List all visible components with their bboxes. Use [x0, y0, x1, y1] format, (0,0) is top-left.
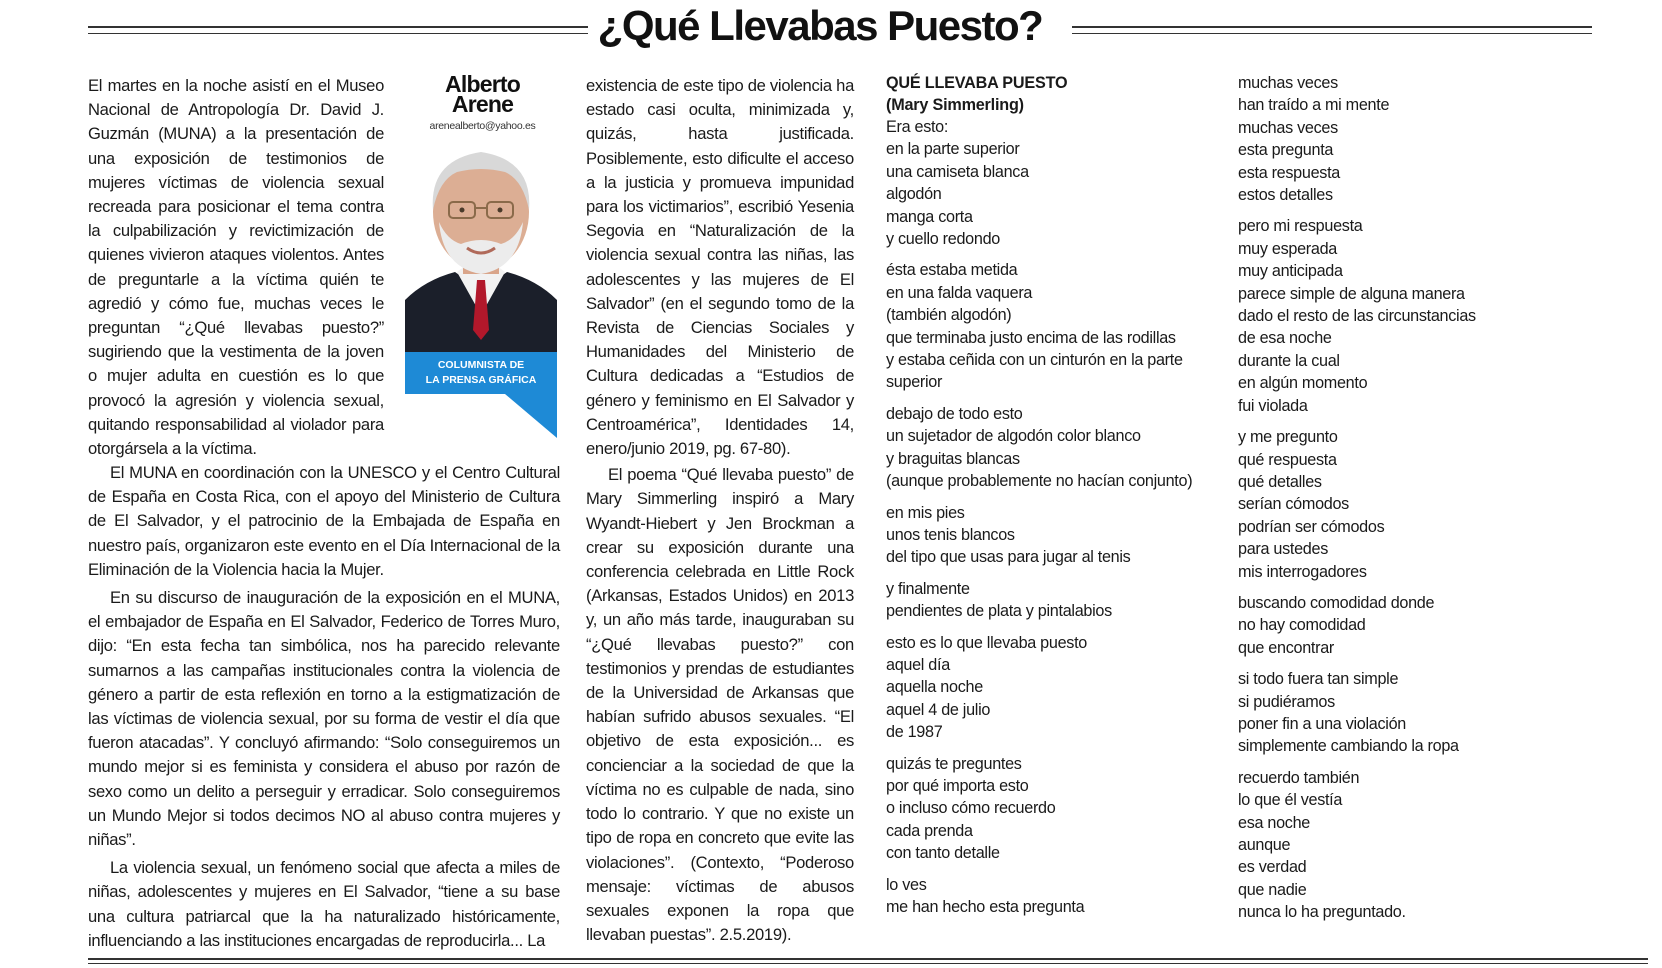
poem-line: (aunque probablemente no hacían conjunto) [886, 472, 1193, 491]
page-title: ¿Qué Llevabas Puesto? [597, 2, 1043, 49]
poem-line: pero mi respuesta [1238, 217, 1363, 236]
article-paragraph: existencia de este tipo de violencia ha estado casi oculta, minimizada y, quizás, hasta justificada. Posiblemente, esto dificulte el acceso a la justicia y promueva impunidad para los victimarios”, escribió Yesenia Segovia en “Naturalización de la violencia sexual contra las niñas, las adolescentes y las mujeres de El Salvador” (en el segundo tomo de la Revista de Ciencias Sociales y Humanidades del Ministerio de Cultura dedicadas a “Estudios de género y feminismo en El Salvador y Centroamérica”, Identidades 14, enero/junio 2019, pg. 67-80). [586, 76, 854, 459]
poem-line: Era esto: [886, 118, 949, 136]
poem-line: de esa noche [1238, 329, 1332, 348]
poem-line: (también algodón) [886, 306, 1012, 325]
poem-line: y braguitas blancas [886, 449, 1020, 468]
poem-line: en la parte superior [886, 140, 1020, 159]
poem-line: poner fin a una violación [1238, 714, 1406, 733]
author-email: arenealberto@yahoo.es [429, 120, 536, 132]
poem-line: parece simple de alguna manera [1238, 284, 1465, 303]
poem-line: mis interrogadores [1238, 562, 1367, 581]
poem-stanzas-b [1238, 72, 1538, 924]
poem-line: es verdad [1238, 858, 1307, 877]
poem-stanza [1238, 72, 1538, 206]
bottom-rule [88, 958, 1648, 964]
poem-stanza [886, 874, 1216, 919]
article-column-1 [88, 74, 384, 461]
badge-tail [505, 394, 557, 438]
poem-line: serían cómodos [1238, 495, 1349, 514]
poem-line: una camiseta blanca [886, 162, 1029, 181]
poem-line: o incluso cómo recuerdo [886, 799, 1056, 818]
title-rule-right [1072, 26, 1592, 34]
poem-line: unos tenis blancos [886, 525, 1015, 544]
poem-line: me han hecho esta pregunta [886, 898, 1085, 916]
poem-column-a [886, 72, 1216, 927]
poem-author: (Mary Simmerling) [886, 96, 1024, 114]
poem-line: esa noche [1238, 813, 1311, 832]
poem-line: ésta estaba metida [886, 261, 1018, 280]
poem-stanza [886, 116, 1216, 250]
poem-stanza [886, 403, 1216, 493]
poem-line: de 1987 [886, 723, 943, 742]
author-box [405, 71, 560, 438]
poem-line: aquella noche [886, 678, 983, 697]
poem-line: qué detalles [1238, 472, 1322, 491]
poem-line: debajo de todo esto [886, 404, 1023, 423]
poem-line: muchas veces [1238, 74, 1338, 92]
poem-stanza [1238, 592, 1538, 659]
poem-line: esto es lo que llevaba puesto [886, 633, 1087, 652]
poem-line: si todo fuera tan simple [1238, 670, 1399, 689]
poem-line: fui violada [1238, 396, 1308, 415]
article-paragraph: El martes en la noche asistí en el Museo Nacional de Antropología Dr. David J. Guzmán (MUNA) a la presentación de una exposición de testimonios de mujeres víctimas de violencia sexual recreada para posicionar el tema contra la culpabilización y revictimización de quienes vivieron ataques violentos. Antes de preguntarle a la víctima quién te agredió y cómo fue, muchas veces le preguntan “¿Qué llevabas puesto?” sugiriendo que la vestimenta de la joven o mujer adulta en cuestión es lo que provocó la agresión y violencia sexual, quitando responsabilidad al violador para otorgársela a la víctima. [88, 76, 384, 459]
poem-line: no hay comodidad [1238, 616, 1366, 635]
poem-line: pendientes de plata y pintalabios [886, 602, 1112, 621]
article-column-2 [586, 74, 854, 947]
columnist-badge [405, 352, 557, 394]
poem-line: muy anticipada [1238, 262, 1343, 281]
poem-line: lo ves [886, 875, 927, 894]
poem-line: esta pregunta [1238, 141, 1334, 160]
poem-stanza [1238, 668, 1538, 758]
poem-line: muy esperada [1238, 239, 1337, 258]
poem-line: si pudiéramos [1238, 692, 1335, 711]
poem-line: durante la cual [1238, 351, 1340, 370]
poem-stanza [1238, 426, 1538, 583]
poem-line: qué respuesta [1238, 450, 1337, 469]
poem-line: y finalmente [886, 579, 970, 598]
poem-line: y estaba ceñida con un cinturón en la parte superior [886, 351, 1183, 392]
poem-line: por qué importa esto [886, 776, 1029, 795]
poem-line: cada prenda [886, 821, 973, 840]
poem-line: y cuello redondo [886, 230, 1000, 249]
poem-stanza [886, 502, 1216, 569]
poem-line: aunque [1238, 836, 1291, 854]
author-last-name: Arene [451, 91, 514, 117]
poem-line: un sujetador de algodón color blanco [886, 427, 1141, 446]
badge-line-1: COLUMNISTA DE [437, 359, 525, 371]
title-rule-left [88, 26, 588, 34]
poem-line: en algún momento [1238, 374, 1368, 393]
poem-line: aquel 4 de julio [886, 700, 991, 719]
poem-line: nunca lo ha preguntado. [1238, 903, 1406, 922]
article-paragraph: El MUNA en coordinación con la UNESCO y el Centro Cultural de España en Costa Rica, con el apoyo del Ministerio de Cultura de El Salvador, y el patrocinio de la Embajada de España en nuestro país, organizaron este evento en el Día Internacional de la Eliminación de la Violencia hacia la Mujer. [88, 463, 560, 579]
poem-column-b [1238, 72, 1538, 933]
badge-line-2: LA PRENSA GRÁFICA [425, 374, 537, 386]
author-portrait [405, 140, 557, 352]
poem-line: dado el resto de las circunstancias [1238, 307, 1476, 326]
author-photo-illustration [405, 140, 557, 352]
poem-line: podrían ser cómodos [1238, 517, 1385, 536]
poem-stanza [886, 578, 1216, 623]
poem-line: en una falda vaquera [886, 283, 1033, 302]
author-name [405, 71, 560, 117]
poem-line: algodón [886, 185, 942, 204]
poem-line: lo que él vestía [1238, 791, 1343, 810]
poem-line: buscando comodidad donde [1238, 593, 1435, 612]
poem-line: quizás te preguntes [886, 754, 1022, 773]
poem-line: para ustedes [1238, 540, 1328, 559]
poem-line: estos detalles [1238, 186, 1333, 205]
poem-stanza [886, 632, 1216, 744]
poem-stanza [1238, 767, 1538, 924]
poem-stanzas-a [886, 116, 1216, 918]
poem-line: han traído a mi mente [1238, 96, 1390, 115]
article-paragraph: La violencia sexual, un fenómeno social que afecta a miles de niñas, adolescentes y mujeres en El Salvador, “tiene a su base una cultura patriarcal que la ha naturalizado históricamente, influenciando a las instituciones encargadas de reproducirla... La [88, 858, 560, 950]
poem-line: en mis pies [886, 503, 965, 522]
poem-line: esta respuesta [1238, 163, 1340, 182]
article-paragraph: El poema “Qué llevaba puesto” de Mary Simmerling inspiró a Mary Wyandt-Hiebert y Jen Brockman a crear su exposición durante una conferencia celebrada en Little Rock (Arkansas, Estados Unidos) en 2013 y, un año más tarde, inauguraban su “¿Qué llevabas puesto?” con testimonios y prendas de estudiantes de la Universidad de Arkansas que habían sufrido abusos sexuales. “El objetivo de esta exposición... es concienciar a la sociedad de que la víctima no es culpable de nada, sino todo lo contrario. Y que no existe un tipo de ropa en concreto que evite las violaciones”. (Contexto, “Poderoso mensaje: víctimas de abusos sexuales exponen la ropa que llevaban puestas”. 2.5.2019). [586, 465, 854, 945]
poem-line: simplemente cambiando la ropa [1238, 737, 1459, 756]
poem-stanza [886, 259, 1216, 393]
poem-line: manga corta [886, 207, 973, 226]
poem-line: que terminaba justo encima de las rodillas [886, 328, 1176, 347]
poem-line: aquel día [886, 655, 950, 674]
article-paragraph: En su discurso de inauguración de la exposición en el MUNA, el embajador de España en El Salvador, Federico de Torres Muro, dijo: “En esta fecha tan simbólica, nos ha parecido relevante sumarnos a las campañas institucionales contra la violencia de género a partir de esta reflexión en torno a la estigmatización de las víctimas de violencia sexual, por su forma de vestir el día que fueron atacadas”. Y concluyó afirmando: “Solo conseguiremos un mundo mejor si es feminista y considera el abuso por razón de sexo como un delito a perseguir y erradicar. Solo conseguiremos un Mundo Mejor si todos decimos NO al abuso contra mujeres y niñas”. [88, 588, 560, 850]
poem-title: QUÉ LLEVABA PUESTO [886, 74, 1068, 92]
poem-line: muchas veces [1238, 118, 1338, 137]
poem-line: con tanto detalle [886, 844, 1000, 863]
article-column-1-full [88, 461, 560, 953]
poem-line: recuerdo también [1238, 768, 1360, 787]
author-first-name: Alberto [445, 71, 520, 97]
poem-line: que nadie [1238, 880, 1307, 899]
poem-stanza [1238, 215, 1538, 417]
poem-line: y me pregunto [1238, 428, 1338, 447]
poem-stanza [886, 753, 1216, 865]
poem-line: del tipo que usas para jugar al tenis [886, 548, 1131, 567]
poem-line: que encontrar [1238, 638, 1334, 657]
